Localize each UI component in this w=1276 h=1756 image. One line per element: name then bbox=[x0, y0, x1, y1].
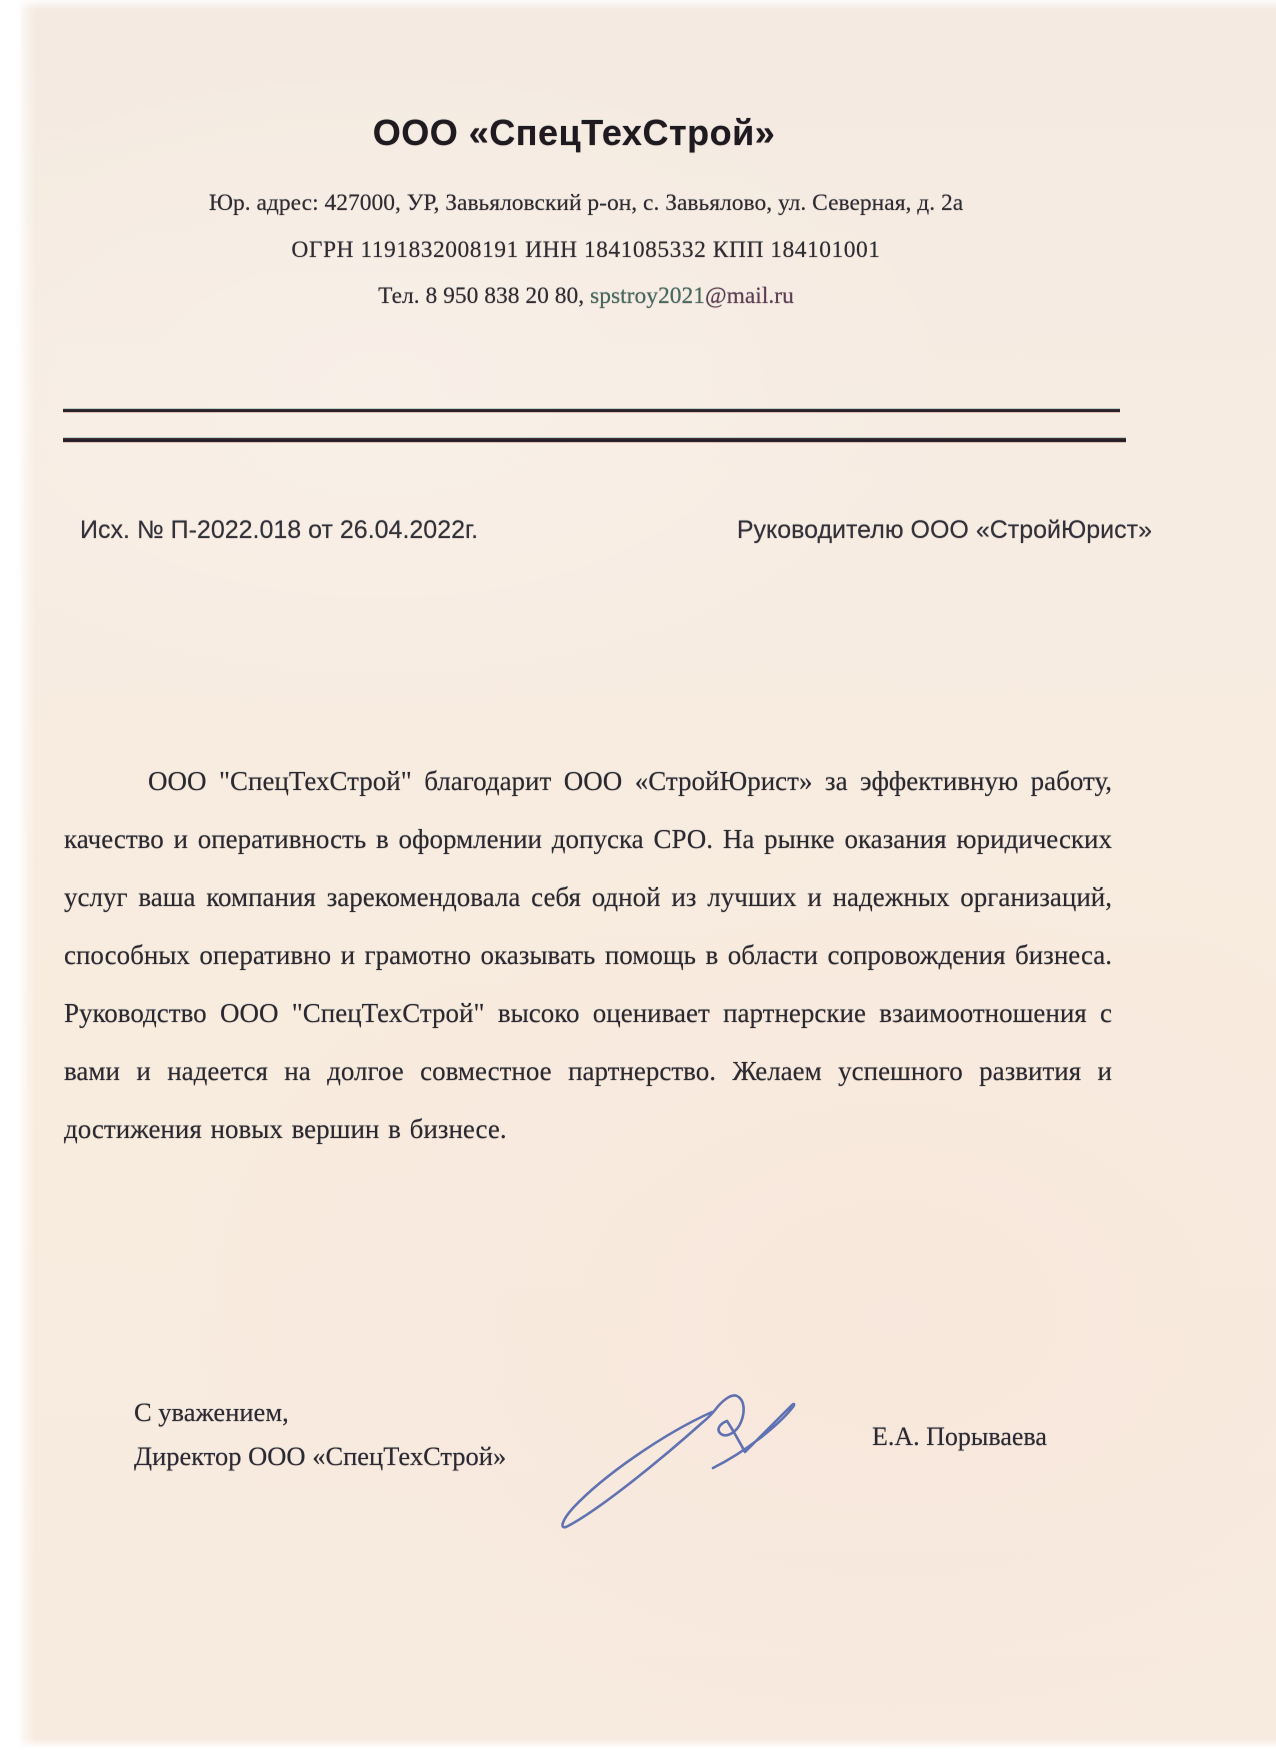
signer-name: Е.А. Порываева bbox=[872, 1422, 1047, 1451]
phone-number: Тел. 8 950 838 20 80, bbox=[378, 283, 585, 309]
registration-numbers-line: ОГРН 1191832008191 ИНН 1841085332 КПП 184101001 bbox=[291, 237, 881, 263]
scan-edge-bottom bbox=[0, 1738, 1276, 1756]
letter-body-paragraph: ООО "СпецТехСтрой" благодарит ООО «СтройЮрист» за эффективную работу, качество и оперативность в оформлении допуска СРО. На рынке оказания юридических услуг ваша компания зарекомендовала себя одной из лучших и надежных организаций, способных оперативно и грамотно оказывать помощь в области сопровождения бизнеса. Руководство ООО "СпецТехСтрой" высоко оценивает партнерские взаимоотношения с вами и надеется на долгое совместное партнерство. Желаем успешного развития и достижения новых вершин в бизнесе. bbox=[64, 766, 1112, 1144]
handwritten-signature bbox=[535, 1378, 825, 1548]
legal-address-line: Юр. адрес: 427000, УР, Завьяловский р-он, с. Завьялово, ул. Северная, д. 2а bbox=[208, 190, 964, 216]
outgoing-number: Исх. № П-2022.018 от 26.04.2022г. bbox=[80, 516, 479, 544]
letterhead-rule-bottom bbox=[63, 438, 1126, 442]
signer-title: Директор ООО «СпецТехСтрой» bbox=[134, 1441, 507, 1471]
letterhead-rule-top bbox=[63, 409, 1120, 412]
company-name-title: ООО «СпецТехСтрой» bbox=[372, 112, 776, 153]
closing-salutation: С уважением, bbox=[134, 1397, 289, 1427]
email-address-domain: @mail.ru bbox=[704, 283, 794, 309]
closing-block bbox=[134, 1390, 506, 1478]
recipient-line: Руководителю ООО «СтройЮрист» bbox=[736, 516, 1152, 544]
contact-line bbox=[0, 283, 1172, 310]
signature-stroke bbox=[562, 1395, 794, 1527]
email-address-user: spstroy2021 bbox=[590, 283, 705, 309]
scan-edge-top bbox=[0, 0, 1276, 10]
